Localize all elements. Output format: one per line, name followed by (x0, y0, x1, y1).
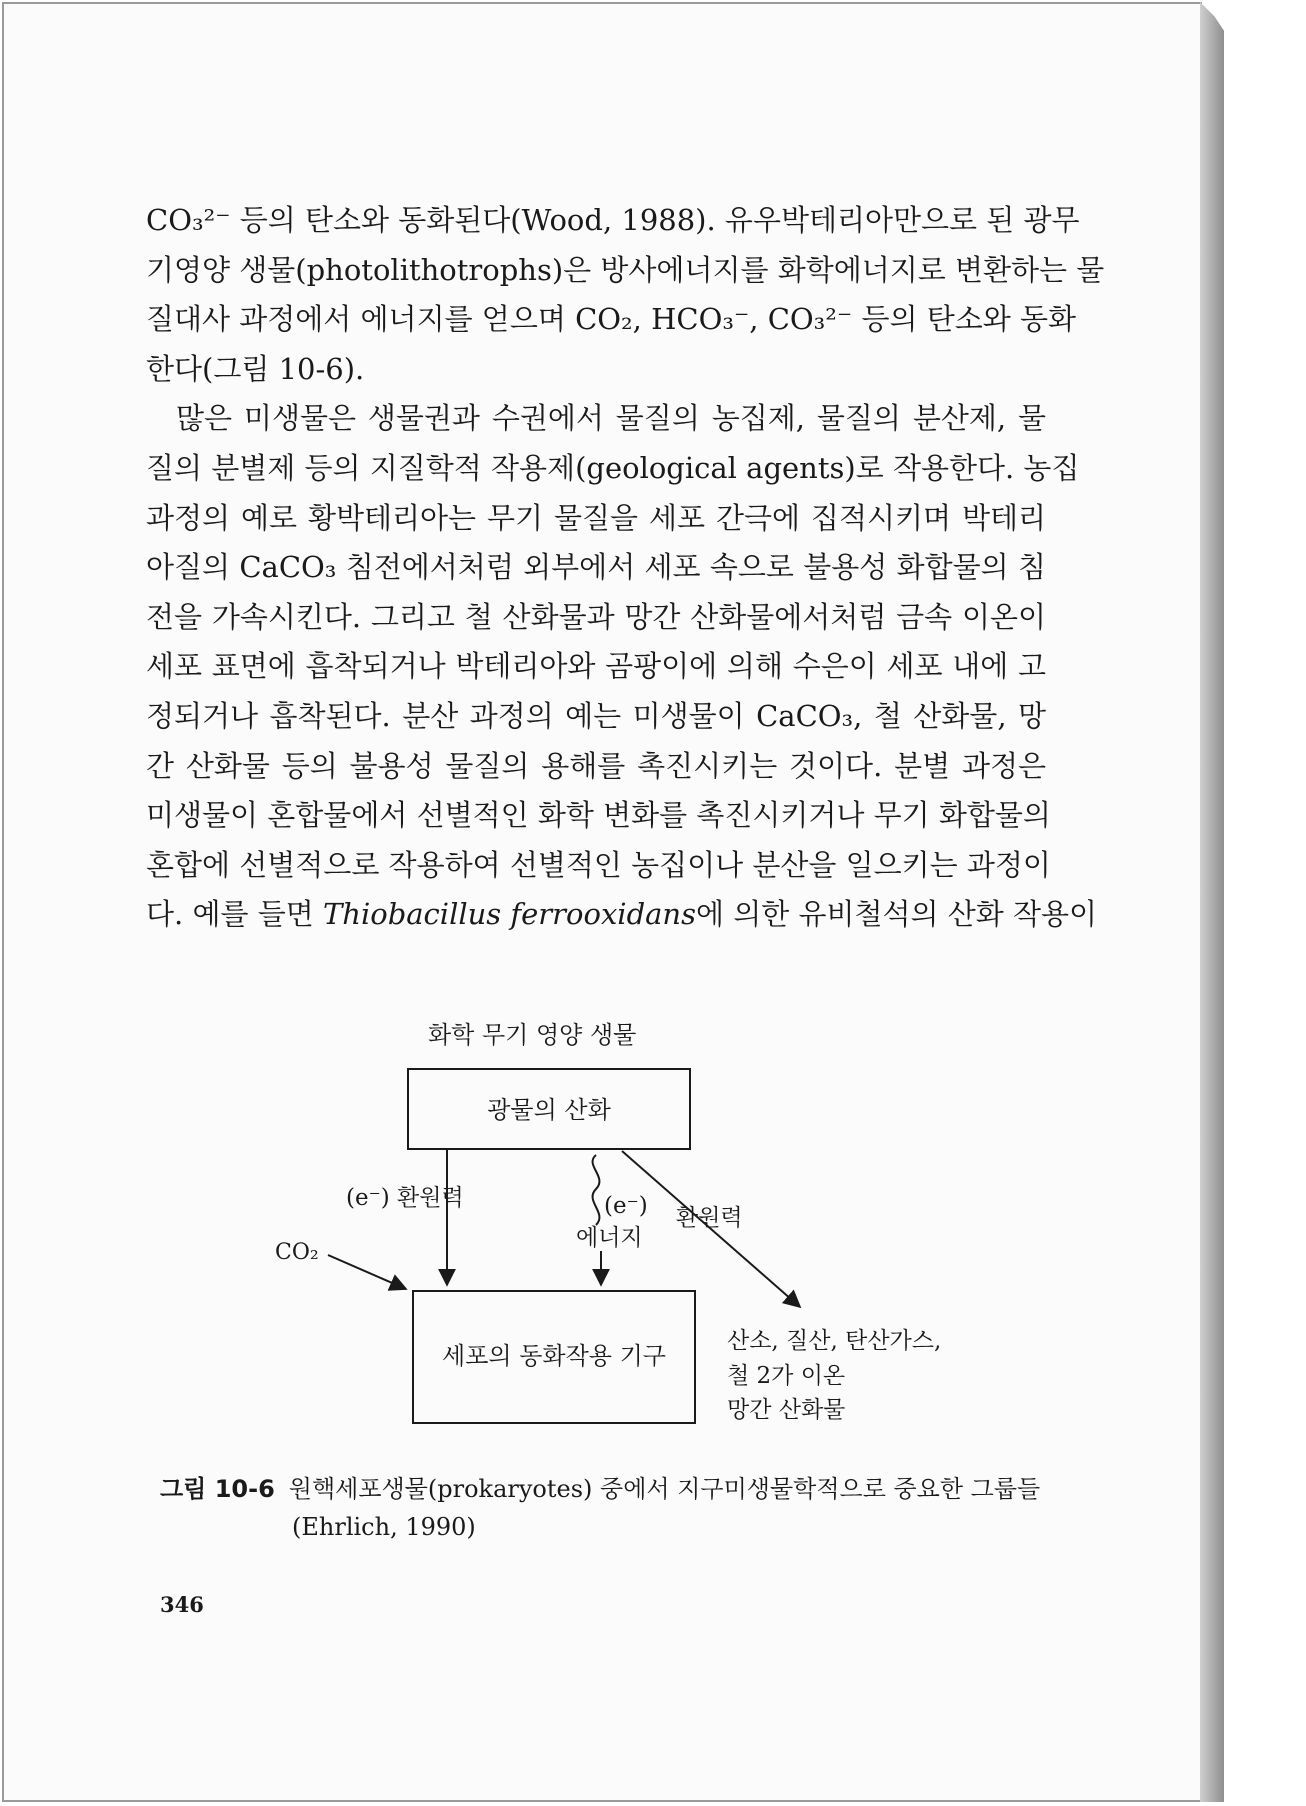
page-edge-shadow (1200, 2, 1224, 1802)
co2-arrow (328, 1255, 406, 1289)
assimilation-box-label: 세포의 동화작용 기구 (442, 1342, 666, 1370)
body-line: 혼합에 선별적으로 작용하여 선별적인 농집이나 분산을 일으키는 과정이 (146, 847, 1051, 882)
figure-diagram (260, 1015, 1020, 1445)
species-name: Thiobacillus ferrooxidans (322, 897, 696, 932)
body-line-last (146, 890, 1098, 940)
body-line: 세포 표면에 흡착되거나 박테리아와 곰팡이에 의해 수은이 세포 내에 고 (146, 649, 1046, 684)
page-number: 346 (160, 1592, 204, 1617)
body-line: 한다(그림 10-6). (146, 351, 365, 386)
product-item: 망간 산화물 (727, 1397, 846, 1423)
body-line: 미생물이 혼합물에서 선별적인 화학 변화를 촉진시키거나 무기 화합물의 (146, 798, 1051, 833)
diagram-top-label: 화학 무기 영양 생물 (428, 1021, 637, 1049)
body-line: 정되거나 흡착된다. 분산 과정의 예는 미생물이 CaCO₃, 철 산화물, 망 (146, 698, 1046, 733)
body-line: 전을 가속시킨다. 그리고 철 산화물과 망간 산화물에서처럼 금속 이온이 (146, 599, 1046, 634)
body-line: 많은 미생물은 생물권과 수권에서 물질의 농집제, 물질의 분산제, 물 (176, 401, 1046, 436)
figure-label: 그림 10-6 (160, 1475, 275, 1503)
body-line: 질의 분별제 등의 지질학적 작용제(geological agents)로 작용한다. 농집 (146, 450, 1080, 485)
body-line: 기영양 생물(photolithotrophs)은 방사에너지를 화학에너지로 변환하는 물 (146, 252, 1105, 287)
body-line: 질대사 과정에서 에너지를 얻으며 CO₂, HCO₃⁻, CO₃²⁻ 등의 탄소와 동화 (146, 302, 1076, 337)
body-text-fragment: 다. 예를 들면 (146, 897, 323, 932)
energy-label: 에너지 (576, 1225, 643, 1251)
figure-caption (160, 1470, 1060, 1546)
co2-label: CO₂ (275, 1240, 319, 1265)
caption-citation: (Ehrlich, 1990) (292, 1513, 476, 1541)
caption-text: 원핵세포생물(prokaryotes) 중에서 지구미생물학적으로 중요한 그룹들 (288, 1475, 1041, 1503)
body-line: 과정의 예로 황박테리아는 무기 물질을 세포 간극에 집적시키며 박테리 (146, 500, 1046, 535)
product-item: 철 2가 이온 (727, 1363, 846, 1389)
body-line: 간 산화물 등의 불용성 물질의 용해를 촉진시키는 것이다. 분별 과정은 (146, 748, 1046, 783)
right-arrow-label: 환원력 (676, 1205, 743, 1231)
middle-arrow-label: (e⁻) (604, 1193, 648, 1219)
oxidation-box-label: 광물의 산화 (487, 1096, 611, 1124)
body-text (146, 196, 1105, 940)
energy-wave (593, 1155, 600, 1225)
product-item: 산소, 질산, 탄산가스, (727, 1328, 942, 1354)
body-line: 아질의 CaCO₃ 침전에서처럼 외부에서 세포 속으로 불용성 화합물의 침 (146, 550, 1046, 585)
body-text-fragment: 에 의한 유비철석의 산화 작용이 (696, 897, 1098, 932)
left-arrow-label: (e⁻) 환원력 (346, 1185, 464, 1211)
body-line: CO₃²⁻ 등의 탄소와 동화된다(Wood, 1988). 유우박테리아만으로 된 광무 (146, 203, 1080, 237)
